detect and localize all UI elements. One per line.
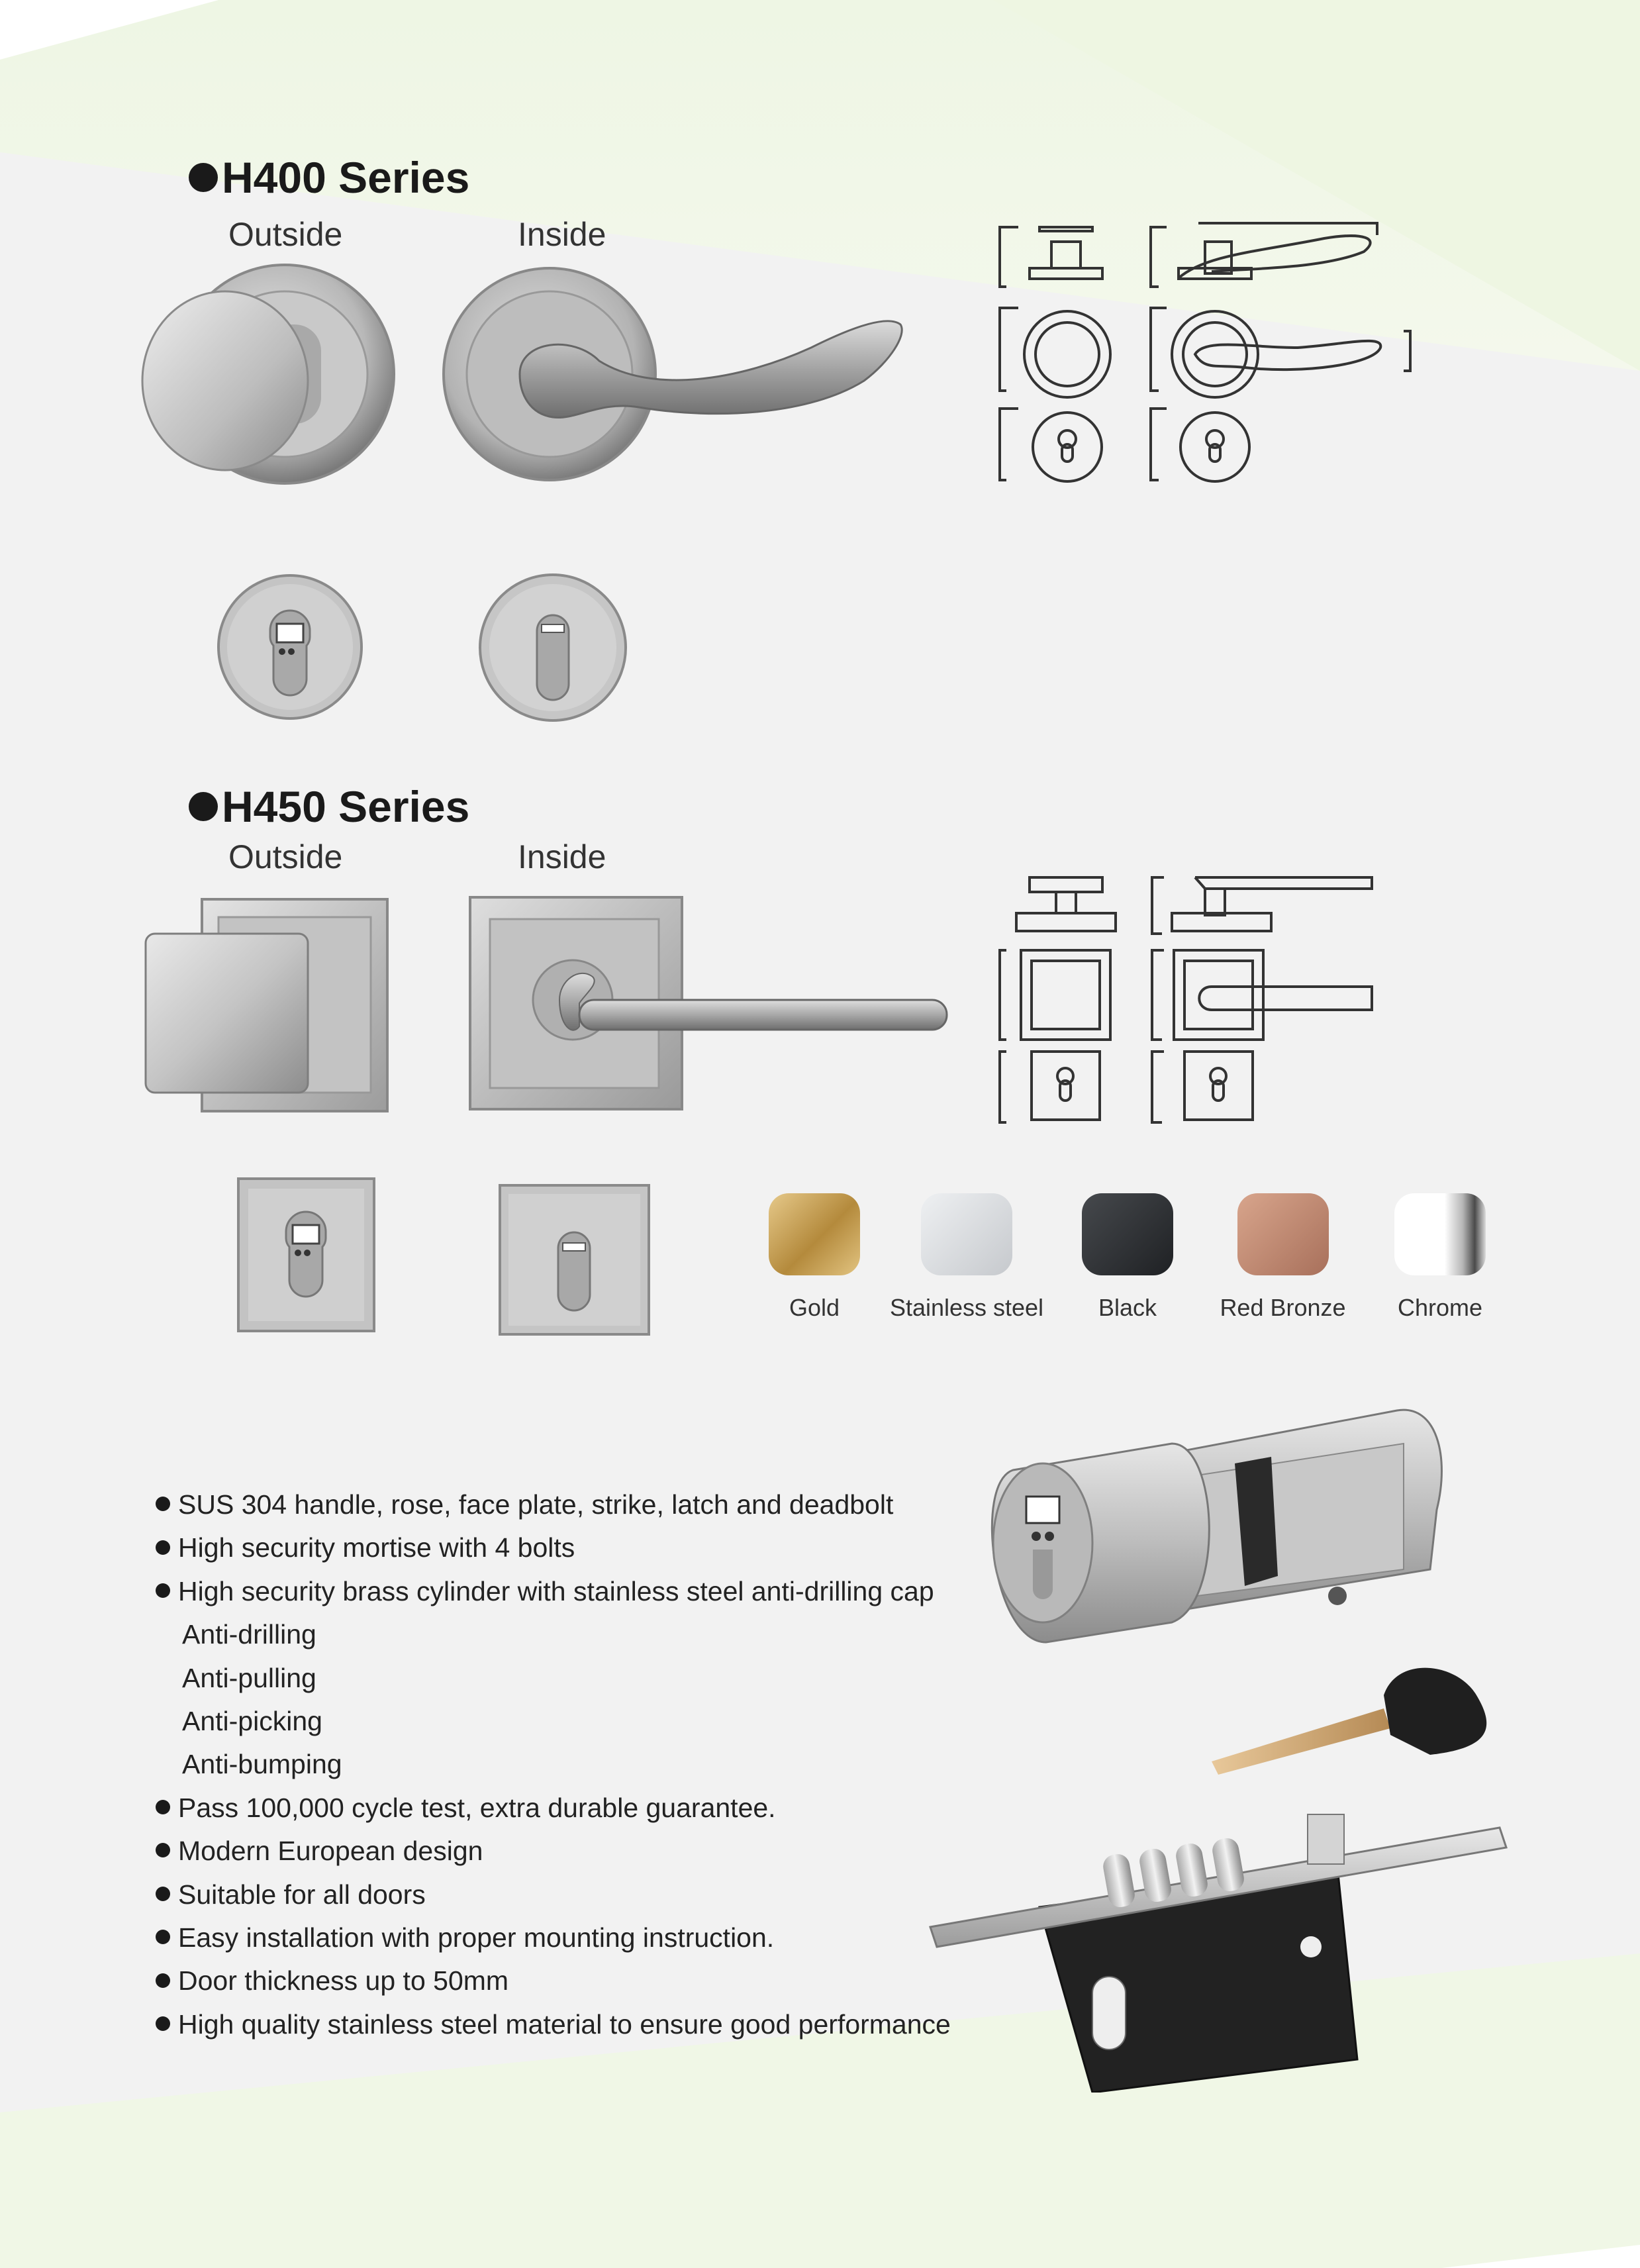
feature-item: SUS 304 handle, rose, face plate, strike, latch and deadbolt xyxy=(156,1483,951,1526)
bullet-icon xyxy=(156,2016,170,2031)
feature-item: High security mortise with 4 bolts xyxy=(156,1526,951,1569)
section-title-h450: H450 Series xyxy=(189,781,469,832)
h400-outside-escutcheon-image xyxy=(214,571,366,723)
finish-swatch xyxy=(921,1193,1012,1275)
feature-item: High quality stainless steel material to ensure good performance xyxy=(156,2003,951,2046)
bullet-icon xyxy=(156,1887,170,1901)
bullet-icon xyxy=(189,163,218,192)
h400-lever-image xyxy=(440,262,934,487)
finish-swatch xyxy=(769,1193,860,1275)
finish-chrome: Chrome xyxy=(1387,1193,1493,1322)
feature-item: High security brass cylinder with stainless steel anti-drilling cap xyxy=(156,1570,951,1613)
h450-knob-image xyxy=(142,894,394,1112)
feature-item: Pass 100,000 cycle test, extra durable guarantee. xyxy=(156,1787,951,1830)
bullet-icon xyxy=(156,1800,170,1814)
feature-item: Easy installation with proper mounting instruction. xyxy=(156,1916,951,1959)
inside-label: Inside xyxy=(518,838,606,875)
bullet-icon xyxy=(189,792,218,821)
bullet-icon xyxy=(156,1930,170,1944)
bullet-icon xyxy=(156,1497,170,1511)
bullet-icon xyxy=(156,1973,170,1988)
section-title-h400: H400 Series xyxy=(189,152,469,203)
inside-label: Inside xyxy=(518,216,606,253)
mortise-lock-image xyxy=(927,1788,1510,2093)
h400-inside-escutcheon-image xyxy=(475,568,631,727)
outside-label: Outside xyxy=(228,216,343,253)
feature-item: Modern European design xyxy=(156,1830,951,1873)
h450-outside-escutcheon-image xyxy=(235,1175,377,1334)
bullet-icon xyxy=(156,1583,170,1598)
feature-subitem: Anti-pulling xyxy=(182,1662,316,1693)
cylinder-and-key-image xyxy=(973,1404,1523,1775)
finish-swatch xyxy=(1394,1193,1486,1275)
feature-subitem: Anti-bumping xyxy=(182,1749,342,1780)
bullet-icon xyxy=(156,1843,170,1857)
h450-lever-image xyxy=(467,894,953,1112)
finish-swatch xyxy=(1082,1193,1173,1275)
outside-label: Outside xyxy=(228,838,343,875)
h400-technical-drawing xyxy=(993,215,1417,493)
feature-item: Door thickness up to 50mm xyxy=(156,1959,951,2002)
h400-knob-image xyxy=(136,258,401,497)
finish-gold: Gold xyxy=(768,1193,861,1322)
finish-stainless-steel: Stainless steel xyxy=(881,1193,1053,1322)
feature-list xyxy=(156,1483,951,2046)
feature-subitem: Anti-drilling xyxy=(182,1619,316,1650)
bullet-icon xyxy=(156,1540,170,1555)
finish-black: Black xyxy=(1081,1193,1174,1322)
feature-subitem: Anti-picking xyxy=(182,1706,322,1737)
feature-item: Suitable for all doors xyxy=(156,1873,951,1916)
h450-inside-escutcheon-image xyxy=(497,1182,652,1338)
h450-technical-drawing xyxy=(993,874,1390,1126)
finish-red-bronze: Red Bronze xyxy=(1212,1193,1354,1322)
finish-swatch xyxy=(1237,1193,1329,1275)
